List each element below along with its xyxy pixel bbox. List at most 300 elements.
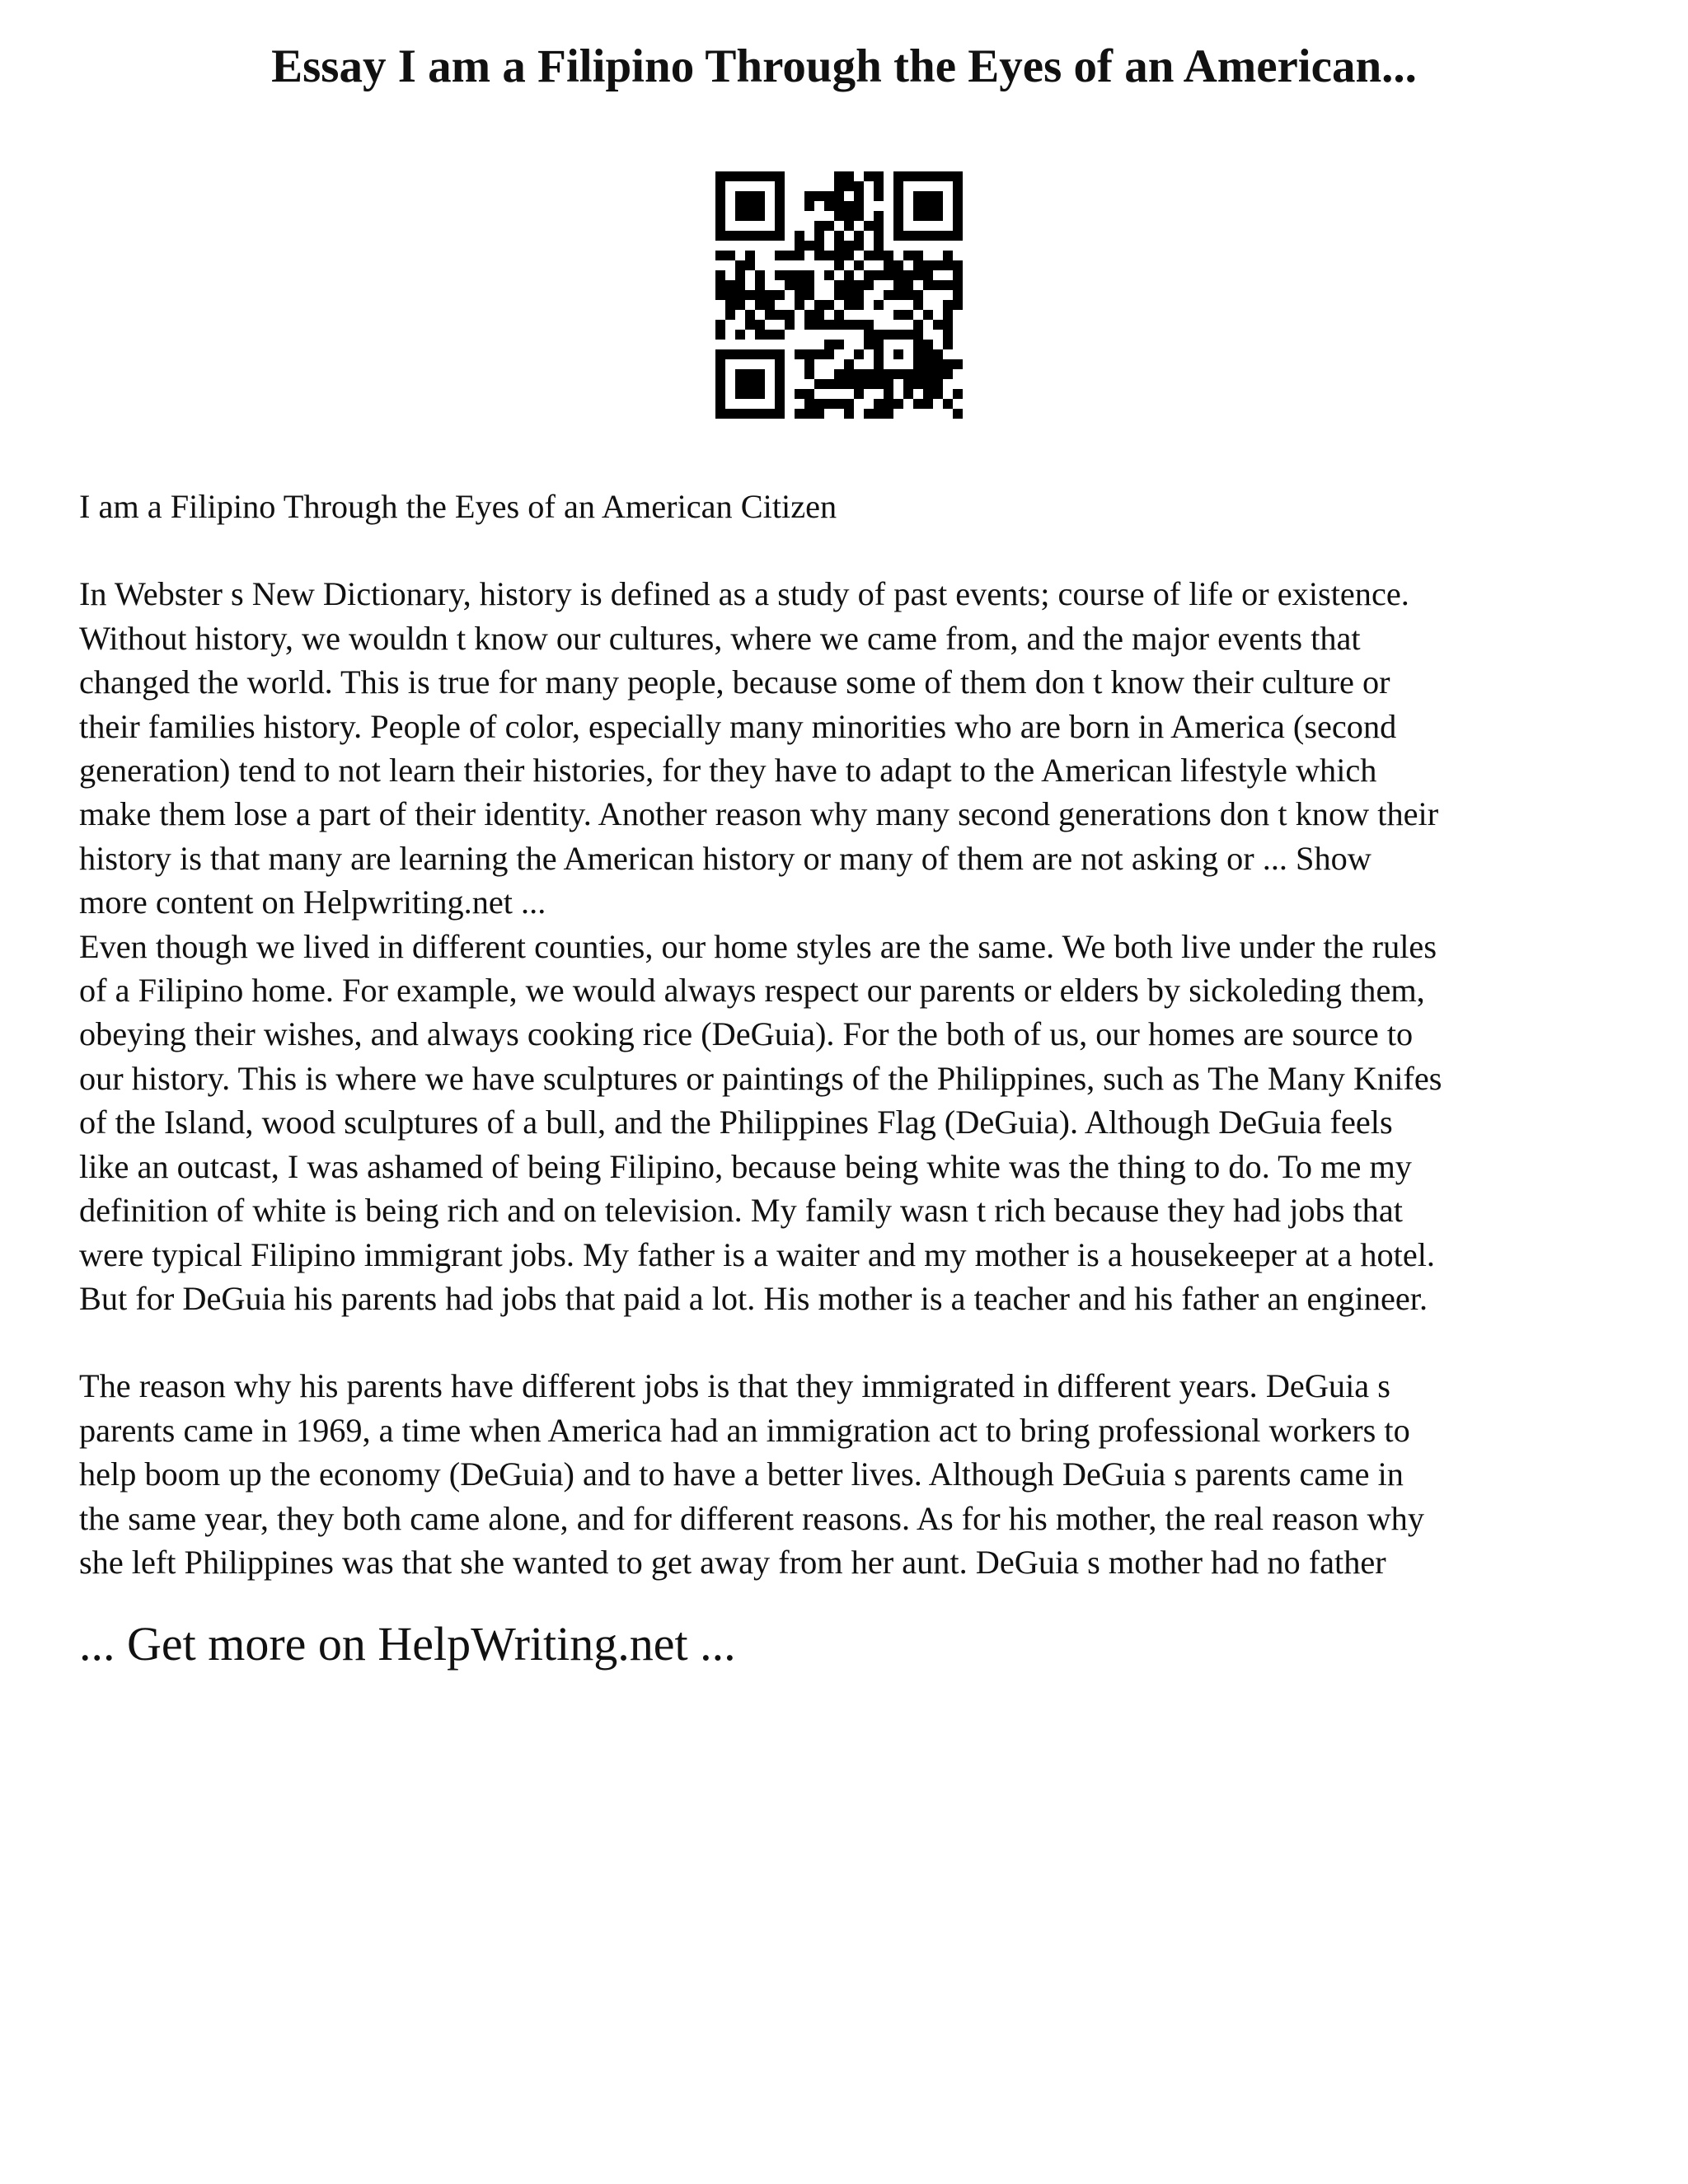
qr-module: [765, 330, 775, 340]
qr-module: [874, 231, 884, 241]
qr-module: [943, 399, 953, 409]
qr-module: [725, 280, 735, 290]
qr-module: [893, 349, 903, 359]
qr-module: [814, 221, 824, 231]
qr-module: [765, 231, 775, 241]
text-line: changed the world. This is true for many people, because some of them don t know their culture or: [79, 663, 1390, 701]
qr-module: [775, 191, 785, 201]
qr-module: [953, 359, 963, 369]
qr-module: [913, 270, 923, 280]
qr-module: [893, 290, 903, 300]
qr-module: [735, 369, 745, 379]
qr-module: [834, 260, 844, 270]
qr-module: [814, 300, 824, 310]
qr-module: [903, 290, 913, 300]
qr-module: [874, 330, 884, 340]
text-line: more content on Helpwriting.net ...: [79, 883, 546, 921]
qr-module: [775, 349, 785, 359]
qr-module: [844, 290, 854, 300]
qr-module: [854, 369, 864, 379]
qr-module: [854, 379, 864, 389]
qr-module: [874, 369, 884, 379]
qr-module: [745, 201, 755, 211]
qr-module: [874, 191, 884, 201]
qr-module: [844, 359, 854, 369]
qr-module: [953, 260, 963, 270]
qr-module: [933, 320, 943, 330]
qr-module: [814, 191, 824, 201]
qr-module: [874, 251, 884, 260]
qr-module: [745, 290, 755, 300]
qr-module: [893, 171, 903, 181]
qr-module: [755, 349, 765, 359]
qr-module: [884, 379, 893, 389]
qr-module: [893, 231, 903, 241]
qr-module: [804, 310, 814, 320]
qr-module: [715, 359, 725, 369]
qr-module: [725, 251, 735, 260]
qr-module: [864, 330, 874, 340]
qr-module: [893, 270, 903, 280]
qr-module: [943, 171, 953, 181]
qr-module: [785, 280, 795, 290]
qr-module: [715, 181, 725, 191]
qr-module: [804, 349, 814, 359]
qr-module: [735, 231, 745, 241]
qr-module: [834, 191, 844, 201]
qr-module: [715, 349, 725, 359]
qr-module: [854, 211, 864, 221]
qr-module: [814, 231, 824, 241]
qr-module: [913, 290, 923, 300]
qr-module: [715, 251, 725, 260]
qr-module: [824, 300, 834, 310]
qr-module: [745, 379, 755, 389]
qr-module: [735, 379, 745, 389]
qr-module: [765, 290, 775, 300]
qr-module: [953, 191, 963, 201]
qr-module: [715, 211, 725, 221]
qr-module: [715, 221, 725, 231]
qr-module: [755, 300, 765, 310]
qr-module: [745, 171, 755, 181]
qr-module: [824, 320, 834, 330]
qr-module: [765, 300, 775, 310]
qr-module: [755, 290, 765, 300]
qr-module: [913, 201, 923, 211]
qr-module: [854, 231, 864, 241]
qr-module: [795, 409, 804, 419]
qr-module: [824, 379, 834, 389]
qr-module: [824, 340, 834, 349]
qr-module: [864, 340, 874, 349]
qr-module: [775, 251, 785, 260]
qr-module: [834, 251, 844, 260]
qr-module: [824, 221, 834, 231]
qr-module: [874, 409, 884, 419]
qr-module: [933, 280, 943, 290]
qr-module: [785, 270, 795, 280]
qr-module: [755, 270, 765, 280]
qr-module: [913, 251, 923, 260]
qr-module: [715, 379, 725, 389]
paragraph-1: [79, 572, 1620, 924]
qr-module: [923, 280, 933, 290]
qr-module: [953, 270, 963, 280]
qr-module: [745, 369, 755, 379]
qr-module: [854, 201, 864, 211]
qr-module: [755, 409, 765, 419]
qr-module: [913, 191, 923, 201]
qr-module: [933, 349, 943, 359]
qr-module: [804, 191, 814, 201]
qr-module: [765, 310, 775, 320]
qr-module: [844, 409, 854, 419]
essay-body: [79, 485, 1620, 1584]
qr-module: [765, 171, 775, 181]
get-more-link[interactable]: ... Get more on HelpWriting.net ...: [79, 1617, 736, 1671]
qr-module: [725, 290, 735, 300]
qr-module: [874, 359, 884, 369]
qr-module: [715, 320, 725, 330]
qr-module: [913, 211, 923, 221]
qr-module: [913, 330, 923, 340]
qr-module: [913, 320, 923, 330]
qr-module: [854, 191, 864, 201]
qr-module: [854, 389, 864, 399]
qr-module: [854, 181, 864, 191]
text-line: our history. This is where we have sculptures or paintings of the Philippines, such as The Many Knifes: [79, 1059, 1442, 1097]
qr-module: [943, 330, 953, 340]
qr-module: [923, 270, 933, 280]
qr-module: [953, 300, 963, 310]
text-line: Even though we lived in different counties, our home styles are the same. We both live under the rules: [79, 927, 1437, 965]
qr-module: [903, 231, 913, 241]
qr-module: [913, 231, 923, 241]
qr-module: [834, 320, 844, 330]
qr-module: [893, 399, 903, 409]
qr-module: [834, 340, 844, 349]
qr-module: [735, 290, 745, 300]
qr-module: [923, 191, 933, 201]
qr-module: [755, 231, 765, 241]
qr-module: [854, 349, 864, 359]
qr-module: [893, 201, 903, 211]
qr-module: [844, 181, 854, 191]
qr-module: [923, 379, 933, 389]
qr-module: [844, 171, 854, 181]
qr-module: [854, 280, 864, 290]
qr-module: [795, 389, 804, 399]
qr-module: [943, 260, 953, 270]
qr-module: [814, 379, 824, 389]
qr-module: [834, 310, 844, 320]
qr-module: [715, 369, 725, 379]
qr-module: [864, 409, 874, 419]
text-line: were typical Filipino immigrant jobs. My father is a waiter and my mother is a housekeeper at a hotel.: [79, 1235, 1436, 1273]
page-title: Essay I am a Filipino Through the Eyes of an American...: [271, 40, 1417, 92]
qr-module: [923, 211, 933, 221]
text-line: she left Philippines was that she wanted to get away from her aunt. DeGuia s mother had no father: [79, 1543, 1386, 1581]
qr-module: [735, 409, 745, 419]
qr-module: [795, 349, 804, 359]
qr-module: [933, 171, 943, 181]
qr-module: [854, 260, 864, 270]
qr-module: [923, 369, 933, 379]
qr-module: [854, 300, 864, 310]
qr-module: [854, 320, 864, 330]
qr-module: [824, 270, 834, 280]
qr-module: [804, 359, 814, 369]
qr-module: [715, 330, 725, 340]
qr-module: [834, 231, 844, 241]
qr-module: [715, 389, 725, 399]
qr-module: [844, 251, 854, 260]
qr-module: [775, 359, 785, 369]
qr-module: [903, 369, 913, 379]
qr-module: [775, 211, 785, 221]
qr-module: [745, 211, 755, 221]
qr-module: [755, 330, 765, 340]
qr-module: [943, 310, 953, 320]
qr-module: [884, 270, 893, 280]
qr-module: [953, 389, 963, 399]
qr-module: [933, 211, 943, 221]
qr-module: [775, 389, 785, 399]
qr-module: [923, 310, 933, 320]
qr-module: [874, 181, 884, 191]
qr-module: [755, 201, 765, 211]
qr-module: [804, 399, 814, 409]
qr-module: [785, 310, 795, 320]
text-line: Without history, we wouldn t know our cultures, where we came from, and the major events that: [79, 619, 1361, 657]
qr-module: [755, 211, 765, 221]
qr-module: [795, 280, 804, 290]
qr-module: [745, 349, 755, 359]
qr-module: [814, 310, 824, 320]
qr-module: [804, 290, 814, 300]
qr-module: [834, 211, 844, 221]
qr-module: [814, 241, 824, 251]
qr-module: [844, 379, 854, 389]
qr-module: [953, 211, 963, 221]
qr-module: [804, 369, 814, 379]
qr-module: [874, 300, 884, 310]
essay-subtitle: I am a Filipino Through the Eyes of an American Citizen: [79, 488, 837, 525]
qr-module: [765, 409, 775, 419]
qr-module: [725, 349, 735, 359]
qr-module: [933, 369, 943, 379]
qr-module: [844, 241, 854, 251]
qr-module: [755, 171, 765, 181]
qr-module: [923, 359, 933, 369]
qr-module: [933, 191, 943, 201]
qr-module: [725, 409, 735, 419]
text-line: The reason why his parents have different jobs is that they immigrated in different years. DeGuia s: [79, 1367, 1390, 1405]
qr-module: [903, 389, 913, 399]
qr-module: [903, 379, 913, 389]
qr-module: [745, 251, 755, 260]
qr-module: [854, 290, 864, 300]
qr-module: [893, 310, 903, 320]
qr-module: [864, 379, 874, 389]
qr-module: [735, 300, 745, 310]
qr-module: [933, 231, 943, 241]
qr-module: [755, 280, 765, 290]
qr-module: [953, 409, 963, 419]
qr-module: [725, 300, 735, 310]
qr-module: [814, 409, 824, 419]
qr-module: [715, 290, 725, 300]
qr-module: [755, 320, 765, 330]
qr-module: [903, 251, 913, 260]
qr-module: [913, 171, 923, 181]
qr-module: [735, 171, 745, 181]
qr-module: [745, 409, 755, 419]
qr-module: [933, 201, 943, 211]
qr-module: [913, 349, 923, 359]
qr-module: [943, 251, 953, 260]
qr-module: [913, 340, 923, 349]
qr-module: [884, 399, 893, 409]
qr-module: [923, 260, 933, 270]
qr-module: [735, 330, 745, 340]
qr-module: [814, 399, 824, 409]
qr-module: [735, 260, 745, 270]
qr-module: [745, 260, 755, 270]
qr-module: [785, 320, 795, 330]
qr-module: [834, 201, 844, 211]
qr-module: [735, 270, 745, 280]
qr-module: [735, 389, 745, 399]
qr-module: [824, 399, 834, 409]
qr-module: [913, 369, 923, 379]
qr-module: [943, 369, 953, 379]
qr-module: [844, 280, 854, 290]
qr-module: [953, 280, 963, 290]
qr-module: [804, 389, 814, 399]
qr-module: [804, 241, 814, 251]
qr-module: [844, 320, 854, 330]
qr-module: [884, 330, 893, 340]
qr-module: [884, 251, 893, 260]
qr-module: [943, 280, 953, 290]
qr-module: [735, 211, 745, 221]
text-line: definition of white is being rich and on television. My family wasn t rich because they had jobs that: [79, 1192, 1403, 1230]
qr-module: [715, 280, 725, 290]
qr-module: [933, 389, 943, 399]
qr-module: [735, 280, 745, 290]
qr-module: [864, 320, 874, 330]
qr-module: [903, 270, 913, 280]
qr-module: [745, 231, 755, 241]
qr-module: [735, 191, 745, 201]
qr-module: [834, 181, 844, 191]
qr-module: [795, 241, 804, 251]
qr-module: [795, 290, 804, 300]
qr-module: [775, 270, 785, 280]
qr-module: [824, 251, 834, 260]
qr-module: [953, 231, 963, 241]
qr-module: [874, 349, 884, 359]
qr-module: [834, 171, 844, 181]
qr-module: [795, 231, 804, 241]
qr-module: [824, 349, 834, 359]
qr-module: [834, 280, 844, 290]
qr-module: [913, 379, 923, 389]
qr-module: [953, 201, 963, 211]
qr-module: [755, 369, 765, 379]
qr-module: [834, 241, 844, 251]
qr-module: [775, 330, 785, 340]
qr-module: [923, 231, 933, 241]
qr-module: [893, 211, 903, 221]
qr-module: [765, 349, 775, 359]
qr-module: [933, 260, 943, 270]
qr-module: [874, 241, 884, 251]
qr-module: [715, 409, 725, 419]
qr-module: [874, 399, 884, 409]
qr-module: [804, 280, 814, 290]
text-line: of the Island, wood sculptures of a bull, and the Philippines Flag (DeGuia). Although DeGuia feels: [79, 1104, 1393, 1141]
qr-module: [943, 359, 953, 369]
qr-module: [814, 320, 824, 330]
qr-module: [814, 349, 824, 359]
qr-module: [725, 231, 735, 241]
qr-module: [844, 300, 854, 310]
qr-module: [834, 290, 844, 300]
text-line: But for DeGuia his parents had jobs that paid a lot. His mother is a teacher and his father an engineer.: [79, 1279, 1428, 1317]
qr-module: [903, 310, 913, 320]
qr-module: [893, 330, 903, 340]
qr-module: [884, 260, 893, 270]
qr-module: [775, 379, 785, 389]
qr-module: [874, 221, 884, 231]
qr-module: [804, 409, 814, 419]
qr-module: [953, 290, 963, 300]
qr-module: [893, 369, 903, 379]
qr-module: [943, 300, 953, 310]
qr-module: [913, 300, 923, 310]
qr-module: [795, 270, 804, 280]
qr-module: [923, 349, 933, 359]
qr-module: [745, 320, 755, 330]
qr-module: [864, 270, 874, 280]
qr-code-icon: [715, 171, 963, 419]
qr-module: [834, 399, 844, 409]
qr-module: [785, 251, 795, 260]
qr-module: [884, 389, 893, 399]
qr-module: [844, 369, 854, 379]
text-line: like an outcast, I was ashamed of being Filipino, because being white was the thing to do. To me my: [79, 1147, 1412, 1185]
qr-module: [814, 251, 824, 260]
qr-module: [755, 389, 765, 399]
qr-module: [874, 340, 884, 349]
qr-module: [864, 251, 874, 260]
qr-module: [844, 270, 854, 280]
qr-module: [725, 310, 735, 320]
qr-module: [913, 260, 923, 270]
qr-module: [824, 201, 834, 211]
qr-module: [715, 201, 725, 211]
qr-module: [725, 171, 735, 181]
qr-module: [943, 231, 953, 241]
qr-module: [953, 221, 963, 231]
qr-module: [943, 340, 953, 349]
qr-module: [795, 251, 804, 260]
qr-module: [775, 171, 785, 181]
qr-module: [953, 171, 963, 181]
